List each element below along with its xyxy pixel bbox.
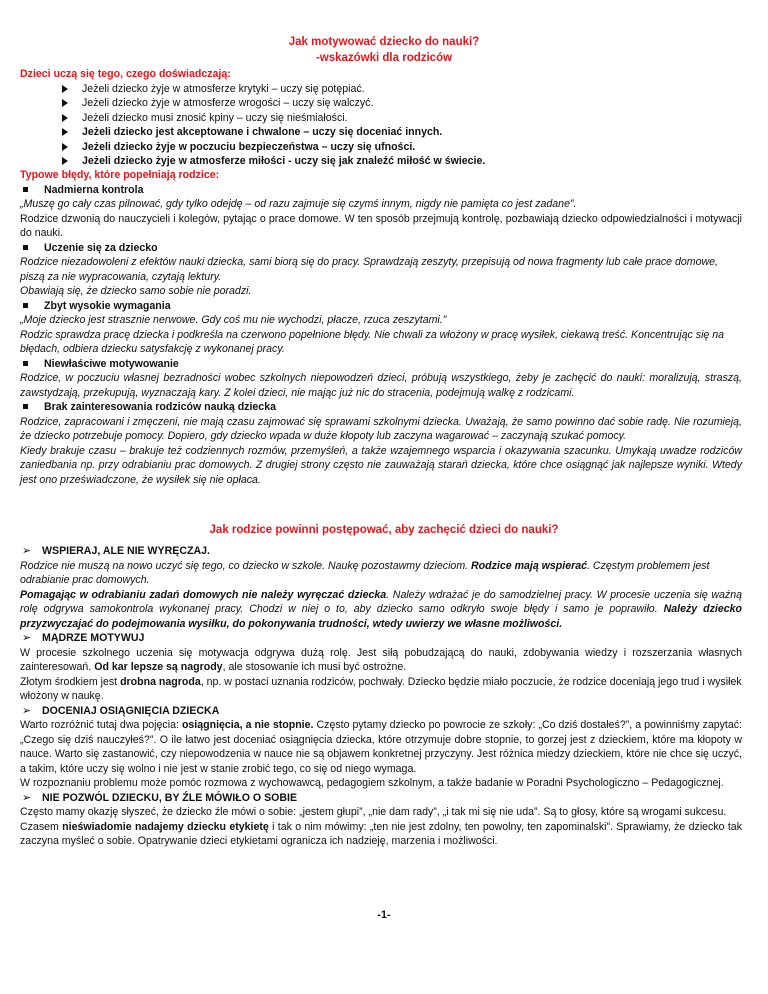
experience-list — [20, 82, 742, 169]
arrow-bullet-icon: ➢ — [22, 791, 32, 804]
document-title: Jak motywować dziecko do nauki? — [288, 36, 480, 48]
arrow-bullet-icon: ➢ — [22, 632, 32, 644]
tip-heading: ➢ DOCENIAJ OSIĄGNIĘCIA DZIECKA — [22, 704, 220, 717]
error-quote: „Moje dziecko jest strasznie nerwowe. Gdy coś mu nie wychodzi, płacze, rzuca zeszytami.” — [20, 314, 447, 326]
section-tips — [20, 544, 742, 849]
list-item: Jeżeli dziecko jest akceptowane i chwalone – uczy się doceniać innych. — [62, 125, 742, 140]
section-errors — [20, 168, 742, 487]
tip-paragraph: Pomagając w odrabianiu zadań domowych nie należy wyręczać dziecka. Należy wdrażać je do samodzielnej pracy. W procesie uczenia się ważną rolę odgrywa samokontrola wykonanej pracy. Chodzi w niej o to, aby dziecko samo odkryło swoje błędy i samo je poprawiło. Należy dziecko przyzwyczajać do podejmowania wysiłku, do pokonywania trudności, wtedy uwierzy we własne możliwości. — [20, 588, 743, 630]
error-heading: Niewłaściwe motywowanie — [20, 357, 742, 372]
error-heading: Uczenie się za dziecko — [20, 241, 742, 256]
error-heading: Nadmierna kontrola — [20, 183, 742, 198]
triangle-bullet-icon — [62, 99, 68, 107]
document-subtitle: -wskazówki dla rodziców — [315, 52, 453, 64]
error-heading: Zbyt wysokie wymagania — [20, 299, 742, 314]
arrow-bullet-icon: ➢ — [22, 545, 32, 557]
list-item: Jeżeli dziecko musi znosić kpiny – uczy się nieśmiałości. — [62, 111, 742, 126]
square-bullet-icon — [23, 245, 28, 250]
list-item: Jeżeli dziecko żyje w atmosferze miłości - uczy się jak znaleźć miłość w świecie. — [62, 154, 742, 169]
tip-heading: ➢ MĄDRZE MOTYWUJ — [22, 632, 145, 644]
list-item: Jeżeli dziecko żyje w atmosferze wrogości – uczy się walczyć. — [62, 96, 742, 111]
error-paragraph: Rodzic sprawdza pracę dziecka i podkreśla na czerwono popełnione błędy. Nie chwali za włożony w pracę wysiłek, ciekawą treść. Koncentrując się na błędach, odbiera dziecku satysfakcję z wykonanej pracy. — [20, 328, 725, 355]
section-experience — [20, 67, 742, 169]
section-experience-heading: Dzieci uczą się tego, czego doświadczają: — [20, 68, 231, 80]
error-paragraph: Obawiają się, że dziecko samo sobie nie poradzi. — [20, 285, 252, 297]
triangle-bullet-icon — [62, 85, 68, 93]
list-item: Jeżeli dziecko żyje w atmosferze krytyki – uczy się potępiać. — [62, 82, 742, 97]
square-bullet-icon — [23, 303, 28, 308]
square-bullet-icon — [23, 187, 28, 192]
list-item: Jeżeli dziecko żyje w poczuciu bezpieczeństwa – uczy się ufności. — [62, 140, 742, 155]
triangle-bullet-icon — [62, 114, 68, 122]
tip-paragraph: Warto rozróżnić tutaj dwa pojęcia: osiągnięcia, a nie stopnie. Często pytamy dziecko po powrocie ze szkoły: „Co dziś dostałeś?”, a powinniśmy zapytać: „Czego się dziś nauczyłeś?”. O ile łatwo jest doceniać osiągnięcia dziecka, które otrzymuje dobre stopnie, to gorzej jest z dzieckiem, które ma kłopoty w nauce. Warto się zastanowić, czy niepowodzenia w nauce nie są objawem konkretnej przyczyny. Jest różnica miedzy dzieckiem, które nie chce się uczyć, a takim, które uczy się wolno i nie jest w stanie zrobić tego, co się od niego wymaga. — [20, 719, 742, 775]
tip-paragraph: Czasem nieświadomie nadajemy dziecku etykietę i tak o nim mówimy: „ten nie jest zdolny, ten powolny, ten zapominalski”. Sprawiamy, że dziecko tak zaczyna myśleć o sobie. Opatrywanie dzieci etykietami ogranicza ich nadzieję, marzenia i możliwości. — [20, 820, 742, 847]
error-paragraph: Rodzice, zapracowani i zmęczeni, nie mają czasu zajmować się sprawami szkolnymi dziecka. Uważają, że samo powinno dać sobie radę. Nie rozumieją, że dziecko potrzebuje pomocy. Dopiero, gdy dziecko wpada w duże kłopoty lub zaczyna wagarować – zaczynają szukać pomocy. — [20, 415, 742, 442]
triangle-bullet-icon — [62, 128, 68, 136]
tip-paragraph: Rodzice nie muszą na nowo uczyć się tego, co dziecko w szkole. Naukę pozostawmy dzieciom. Rodzice mają wspierać. Częstym problemem jest odrabianie prac domowych. — [20, 559, 710, 586]
tip-heading: ➢ WSPIERAJ, ALE NIE WYRĘCZAJ. — [22, 545, 210, 557]
tip-heading: ➢ NIE POZWÓL DZIECKU, BY ŹLE MÓWIŁO O SOBIE — [22, 791, 298, 804]
error-paragraph: Rodzice dzwonią do nauczycieli i kolegów, pytając o prace domowe. W ten sposób przejmują kontrolę, pozbawiają dziecko odpowiedzialności i motywacji do nauki. — [20, 212, 742, 239]
arrow-bullet-icon: ➢ — [22, 704, 32, 717]
tip-paragraph: Często mamy okazję słyszeć, że dziecko źle mówi o sobie: „jestem głupi”, „nie dam rady”, „i tak mi się nie uda”. Są to głosy, które są wrogami sukcesu. — [20, 806, 727, 818]
error-heading: Brak zainteresowania rodziców nauką dziecka — [20, 400, 742, 415]
error-quote: „Muszę go cały czas pilnować, gdy tylko odejdę – od razu zajmuje się czymś innym, nigdy nie pamięta co jest zadane”. — [20, 198, 577, 210]
page-number: -1- — [377, 909, 391, 921]
error-paragraph: Rodzice niezadowoleni z efektów nauki dziecka, sami biorą się do pracy. Sprawdzają zeszyty, przepisują od nowa fragmenty lub całe prace domowe, piszą za nie wypracowania, czytają lektury. — [20, 256, 718, 283]
tip-paragraph: W procesie szkolnego uczenia się motywacja odgrywa dużą rolę. Jest siłą pobudzającą do nauki, zdobywania wiedzy i rozszerzania własnych zainteresowań. Od kar lepsze są nagrody, ale stosowanie ich musi być ostrożne. — [20, 646, 742, 673]
triangle-bullet-icon — [62, 143, 68, 151]
section-errors-heading: Typowe błędy, które popełniają rodzice: — [20, 169, 220, 181]
triangle-bullet-icon — [62, 157, 68, 165]
error-paragraph: Kiedy brakuje czasu – brakuje też codziennych rozmów, przemyśleń, a także wzajemnego wsparcia i okazywania szacunku. Umykają uwadze rodziców zaniedbania np. przy odrabianiu prac domowych. Z drugiej strony często nie zauważają starań dziecka, które chce osiągnąć jak najlepsze wyniki. Wtedy jest ono przeświadczone, że wysiłek się nie opłaca. — [20, 444, 742, 486]
tip-paragraph: W rozpoznaniu problemu może pomóc rozmowa z wychowawcą, pedagogiem szkolnym, a także badanie w Poradni Psychologiczno – Pedagogicznej. — [20, 777, 724, 789]
tip-paragraph: Złotym środkiem jest drobna nagroda, np. w postaci uznania rodziców, pochwały. Dziecko będzie miało poczucie, że rodzice doceniają jego trud i wysiłek włożony w naukę. — [20, 675, 742, 702]
square-bullet-icon — [23, 361, 28, 366]
section-tips-heading: Jak rodzice powinni postępować, aby zachęcić dzieci do nauki? — [209, 524, 559, 536]
square-bullet-icon — [23, 404, 28, 409]
error-paragraph: Rodzice, w poczuciu własnej bezradności wobec szkolnych niepowodzeń dzieci, próbują wszystkiego, żeby je zachęcić do nauki: moralizują, straszą, zawstydzają, przekupują, wyznaczają kary. Z kolei dzieci, nie mając już nic do stracenia, podejmują walkę z rodzicami. — [20, 372, 742, 399]
